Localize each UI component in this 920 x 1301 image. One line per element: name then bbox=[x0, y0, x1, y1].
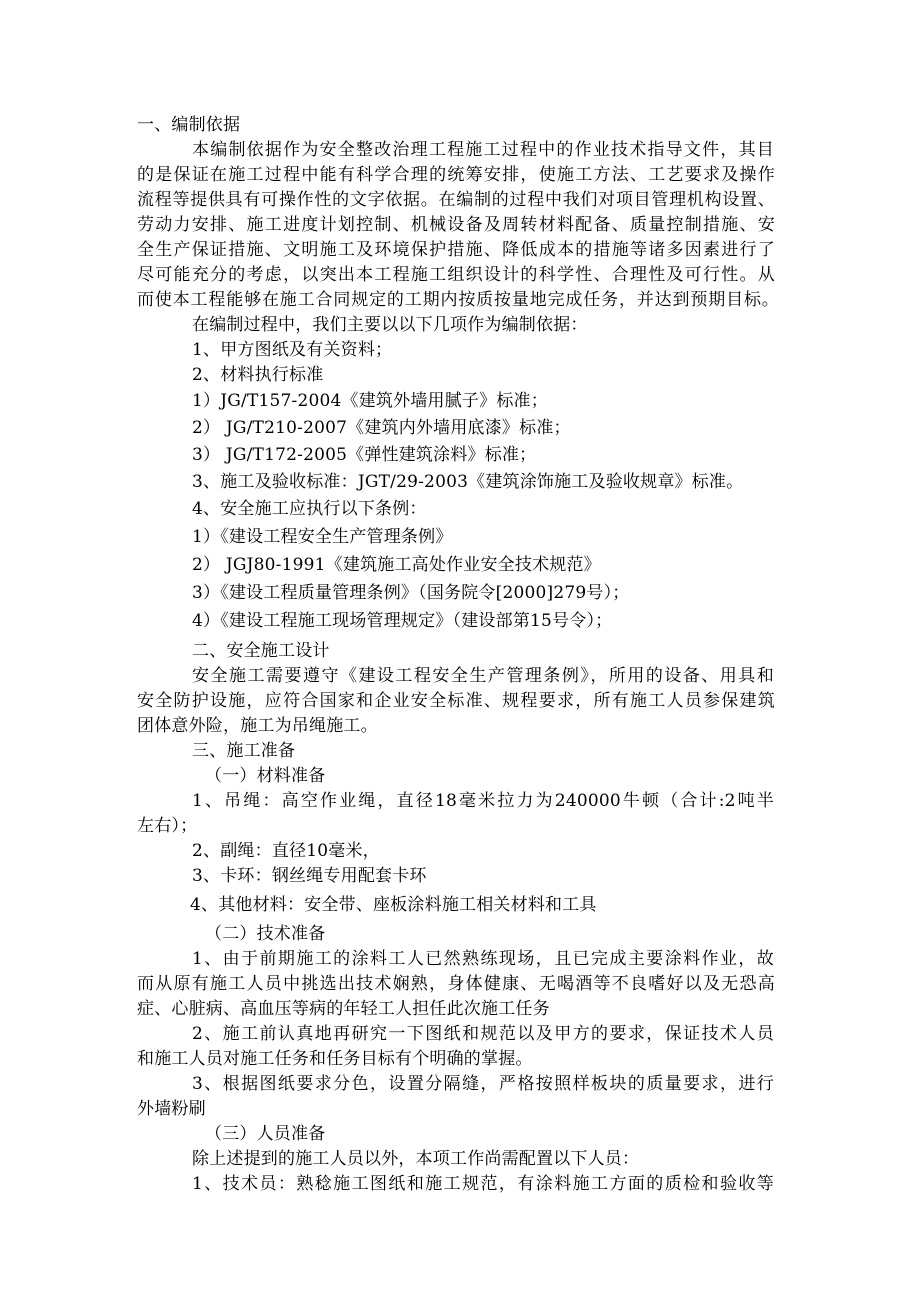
paragraph-line: 的是保证在施工过程中能有科学合理的统筹安排，使施工方法、工艺要求及操作 bbox=[137, 165, 775, 185]
paragraph-line: 症、心脏病、高血压等病的年轻工人担任此次施工任务 bbox=[137, 999, 550, 1019]
list-item: 4、其他材料：安全带、座板涂料施工相关材料和工具 bbox=[190, 895, 597, 915]
paragraph-line: 和施工人员对施工任务和任务目标有个明确的掌握。 bbox=[137, 1049, 533, 1069]
list-item: 3、卡环：钢丝绳专用配套卡环 bbox=[192, 866, 427, 886]
paragraph-line: 全生产保证措施、文明施工及环境保护措施、降低成本的措施等诸多因素进行了 bbox=[137, 240, 775, 260]
list-item: 2、材料执行标准 bbox=[192, 365, 324, 385]
paragraph-line: 除上述提到的施工人员以外，本项工作尚需配置以下人员： bbox=[192, 1149, 640, 1169]
paragraph-line: 劳动力安排、施工进度计划控制、机械设备及周转材料配备、质量控制措施、安 bbox=[137, 215, 775, 235]
list-item: 4、安全施工应执行以下条例： bbox=[192, 499, 427, 519]
list-item: 2） JGJ80-1991《建筑施工高处作业安全技术规范》 bbox=[192, 555, 601, 575]
subsection-heading: （三）人员准备 bbox=[205, 1124, 326, 1144]
paragraph-line: 团体意外险，施工为吊绳施工。 bbox=[137, 716, 378, 736]
list-item: 1、技术员：熟稔施工图纸和施工规范，有涂料施工方面的质检和验收等 bbox=[192, 1174, 774, 1194]
paragraph-line: 安全施工需要遵守《建设工程安全生产管理条例》，所用的设备、用具和 bbox=[192, 666, 774, 686]
section-heading: 一、编制依据 bbox=[137, 115, 241, 135]
paragraph-line: 尽可能充分的考虑，以突出本工程施工组织设计的科学性、合理性及可行性。从 bbox=[137, 265, 775, 285]
section-heading: 二、安全施工设计 bbox=[192, 641, 330, 661]
list-item: 2、副绳：直径10毫米， bbox=[192, 841, 380, 861]
paragraph-line: 本编制依据作为安全整改治理工程施工过程中的作业技术指导文件，其目 bbox=[192, 140, 774, 160]
list-item: 2） JG/T210-2007《建筑内外墙用底漆》标准； bbox=[192, 418, 571, 438]
list-item: 1、甲方图纸及有关资料； bbox=[192, 340, 393, 360]
section-heading: 三、施工准备 bbox=[192, 741, 296, 761]
list-item: 1）JG/T157-2004《建筑外墙用腻子》标准； bbox=[192, 391, 548, 411]
list-item: 1）《建设工程安全生产管理条例》 bbox=[192, 527, 453, 547]
list-item: 4）《建设工程施工现场管理规定》（建设部第15号令）； bbox=[192, 611, 613, 631]
paragraph-line: 3、根据图纸要求分色，设置分隔缝，严格按照样板块的质量要求，进行 bbox=[192, 1074, 774, 1094]
paragraph-line: 而从原有施工人员中挑选出技术娴熟，身体健康、无喝酒等不良嗜好以及无恐高 bbox=[137, 974, 775, 994]
subsection-heading: （一）材料准备 bbox=[205, 766, 326, 786]
paragraph-line: 而使本工程能够在施工合同规定的工期内按质按量地完成任务，并达到预期目标。 bbox=[137, 290, 779, 310]
paragraph-line: 2、施工前认真地再研究一下图纸和规范以及甲方的要求，保证技术人员 bbox=[192, 1024, 774, 1044]
list-item: 左右）； bbox=[137, 816, 198, 836]
list-item: 3、施工及验收标准：JGT/29-2003《建筑涂饰施工及验收规章》标准。 bbox=[192, 472, 744, 492]
paragraph-line: 安全防护设施，应符合国家和企业安全标准、规程要求，所有施工人员参保建筑 bbox=[137, 691, 775, 711]
list-item: 3）《建设工程质量管理条例》（国务院令[2000]279号）； bbox=[192, 583, 630, 603]
paragraph-line: 在编制过程中，我们主要以以下几项作为编制依据： bbox=[192, 315, 588, 335]
subsection-heading: （二）技术准备 bbox=[205, 924, 326, 944]
paragraph-line: 外墙粉刷 bbox=[137, 1099, 206, 1119]
list-item: 3） JG/T172-2005《弹性建筑涂料》标准； bbox=[192, 445, 537, 465]
paragraph-line: 流程等提供具有可操作性的文字依据。在编制的过程中我们对项目管理机构设置、 bbox=[137, 190, 775, 210]
list-item: 1、吊绳：高空作业绳，直径18毫米拉力为240000牛顿（合计:2吨半 bbox=[192, 791, 774, 811]
paragraph-line: 1、由于前期施工的涂料工人已然熟练现场，且已完成主要涂料作业，故 bbox=[192, 949, 774, 969]
